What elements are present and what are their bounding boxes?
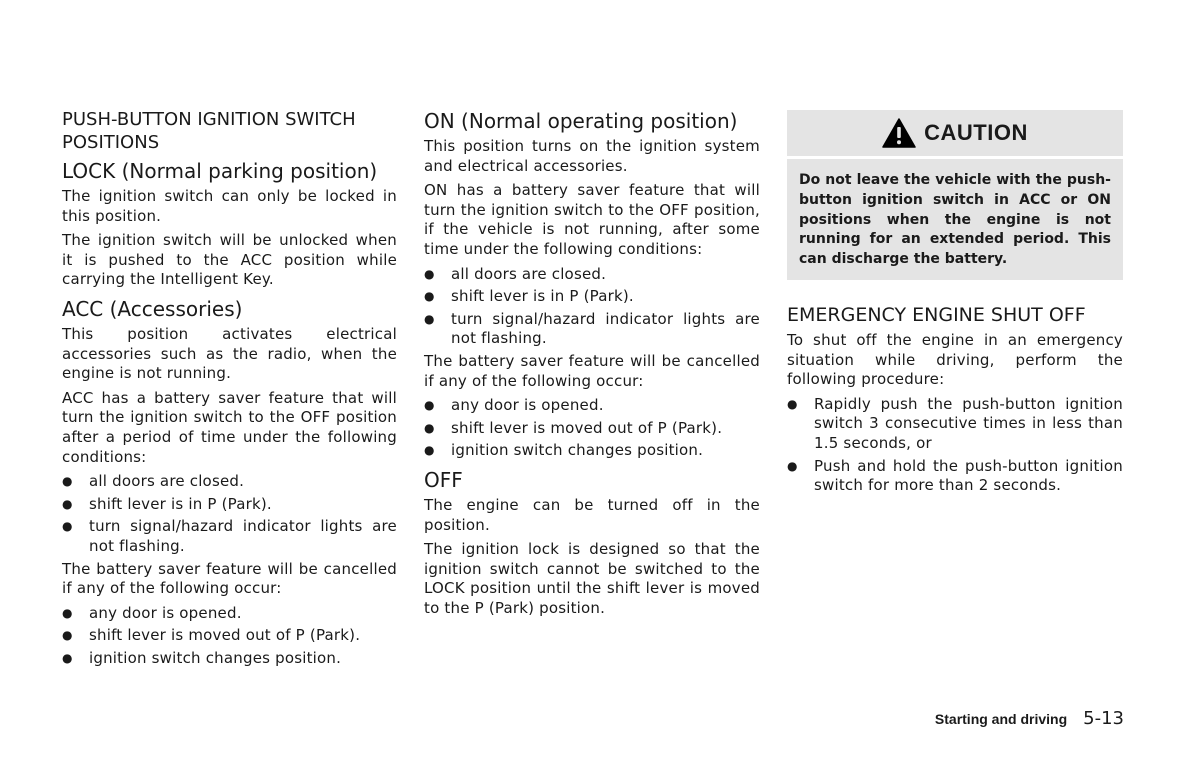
- bullet-icon: ●: [424, 266, 435, 281]
- bullet-icon: ●: [424, 398, 435, 413]
- acc-paragraph-3: The battery saver feature will be cancelled if any of the following occur:: [62, 559, 397, 598]
- acc-heading: ACC (Accessories): [62, 296, 243, 321]
- bullet-icon: ●: [62, 474, 73, 489]
- column-left: [62, 108, 397, 671]
- on-paragraph-3: The battery saver feature will be cancelled if any of the following occur:: [424, 351, 760, 390]
- footer-section-name: Starting and driving: [934, 711, 1068, 727]
- acc-paragraph-2: ACC has a battery saver feature that will turn the ignition switch to the OFF position after a period of time under the following conditions:: [62, 388, 397, 466]
- caution-header: [787, 110, 1123, 159]
- bullet-icon: ●: [424, 289, 435, 304]
- on-cancel-list: [424, 396, 760, 461]
- bullet-icon: ●: [62, 496, 73, 511]
- lock-paragraph-2: The ignition switch will be unlocked when it is pushed to the ACC position while carrying the Intelligent Key.: [62, 231, 397, 289]
- lock-heading: LOCK (Normal parking position): [62, 159, 378, 183]
- list-item: ● all doors are closed.: [62, 472, 245, 491]
- bullet-icon: ●: [787, 458, 798, 473]
- caution-text: Do not leave the vehicle with the push-button ignition switch in ACC or ON positions when the engine is not running for an extended period. This can discharge the battery.: [799, 172, 1111, 268]
- list-item: ● ignition switch changes position.: [424, 441, 704, 460]
- list-item: ● shift lever is in P (Park).: [424, 287, 634, 306]
- bullet-icon: ●: [787, 396, 798, 411]
- bullet-icon: ●: [62, 605, 73, 620]
- lock-paragraph-1: The ignition switch can only be locked in this position.: [62, 187, 397, 225]
- list-item: ● ignition switch changes position.: [62, 648, 342, 667]
- off-heading: OFF: [424, 467, 463, 492]
- emergency-heading: EMERGENCY ENGINE SHUT OFF: [787, 303, 1086, 326]
- list-item: ● any door is opened.: [424, 396, 604, 415]
- acc-conditions-list: [62, 472, 397, 556]
- section-title: PUSH-BUTTON IGNITION SWITCH POSITIONS: [62, 109, 356, 153]
- bullet-icon: ●: [424, 311, 435, 326]
- list-item: ● any door is opened.: [62, 603, 242, 622]
- caution-box: [787, 110, 1123, 280]
- page-number: 5-13: [1083, 708, 1124, 729]
- list-item: ● shift lever is moved out of P (Park).: [424, 418, 723, 437]
- list-item: ● turn signal/hazard indicator lights are not flashing.: [62, 517, 397, 555]
- on-paragraph-1: This position turns on the ignition system and electrical accessories.: [424, 137, 760, 175]
- on-heading: ON (Normal operating position): [424, 109, 738, 133]
- list-item: ● shift lever is moved out of P (Park).: [62, 626, 361, 645]
- list-item: ● Rapidly push the push-button ignition switch 3 consecutive times in less than 1.5 seconds, or: [787, 394, 1123, 452]
- column-right: [787, 110, 1123, 499]
- column-middle: [424, 108, 760, 623]
- list-item: ● shift lever is in P (Park).: [62, 494, 272, 513]
- off-paragraph-1: The engine can be turned off in the position.: [424, 495, 760, 534]
- on-conditions-list: [424, 265, 760, 349]
- caution-title: CAUTION: [924, 120, 1028, 145]
- emergency-paragraph: To shut off the engine in an emergency situation while driving, perform the following procedure:: [787, 330, 1123, 389]
- acc-paragraph-1: This position activates electrical accessories such as the radio, when the engine is not running.: [62, 324, 397, 383]
- on-paragraph-2: ON has a battery saver feature that will turn the ignition switch to the OFF position, if the vehicle is not running, after some time under the following conditions:: [424, 181, 760, 258]
- list-item: ● turn signal/hazard indicator lights are not flashing.: [424, 309, 760, 348]
- list-item: ● all doors are closed.: [424, 264, 607, 283]
- bullet-icon: ●: [62, 628, 73, 643]
- list-item: ● Push and hold the push-button ignition switch for more than 2 seconds.: [787, 456, 1123, 495]
- off-paragraph-2: The ignition lock is designed so that the ignition switch cannot be switched to the LOCK position until the shift lever is moved to the P (Park) position.: [424, 540, 760, 617]
- bullet-icon: ●: [424, 443, 435, 458]
- bullet-icon: ●: [62, 519, 73, 534]
- bullet-icon: ●: [424, 420, 435, 435]
- warning-triangle-icon: [882, 118, 916, 148]
- emergency-steps-list: [787, 395, 1123, 496]
- bullet-icon: ●: [62, 650, 73, 665]
- page-footer: [900, 708, 1124, 729]
- acc-cancel-list: [62, 604, 397, 669]
